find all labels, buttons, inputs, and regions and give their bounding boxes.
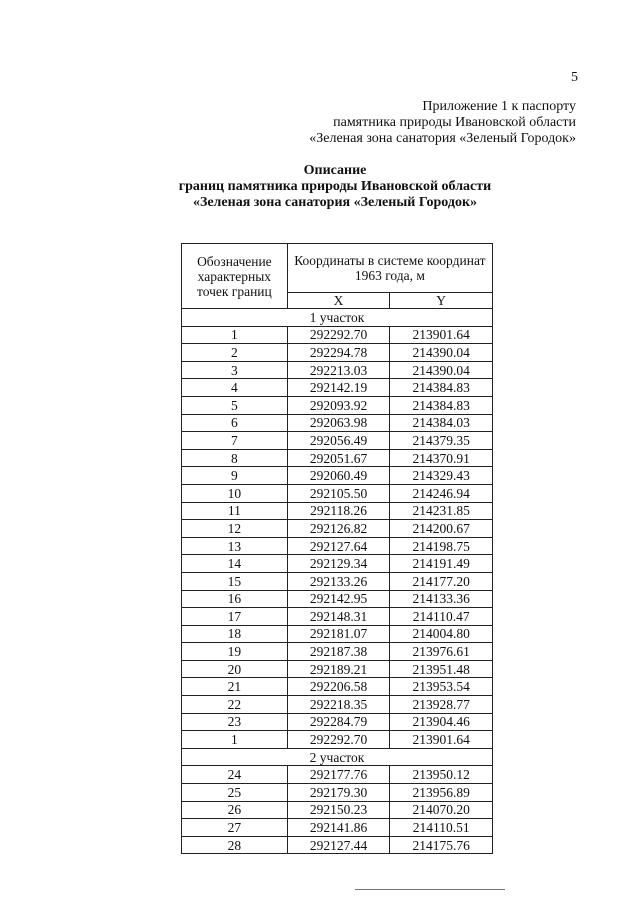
table-row [182, 766, 493, 784]
point-cell: 21 [182, 678, 288, 696]
y-cell: 213976.61 [390, 643, 493, 661]
point-cell: 20 [182, 660, 288, 678]
table-row [182, 713, 493, 731]
y-column-header: Y [390, 293, 493, 309]
point-cell: 13 [182, 537, 288, 555]
point-cell: 12 [182, 520, 288, 538]
point-cell: 22 [182, 696, 288, 714]
point-cell: 6 [182, 414, 288, 432]
y-cell: 213901.64 [390, 731, 493, 749]
y-cell: 214177.20 [390, 572, 493, 590]
y-cell: 214070.20 [390, 801, 493, 819]
x-cell: 292105.50 [287, 484, 390, 502]
point-cell: 25 [182, 784, 288, 802]
x-cell: 292129.34 [287, 555, 390, 573]
x-cell: 292284.79 [287, 713, 390, 731]
y-cell: 213950.12 [390, 766, 493, 784]
point-cell: 24 [182, 766, 288, 784]
table-row [182, 590, 493, 608]
table-row [182, 572, 493, 590]
table-row [182, 449, 493, 467]
point-cell: 16 [182, 590, 288, 608]
table-row [182, 696, 493, 714]
point-cell: 23 [182, 713, 288, 731]
table-row [182, 643, 493, 661]
y-cell: 213928.77 [390, 696, 493, 714]
x-cell: 292141.86 [287, 819, 390, 837]
x-cell: 292093.92 [287, 396, 390, 414]
table-row [182, 819, 493, 837]
table-row [182, 537, 493, 555]
x-cell: 292142.95 [287, 590, 390, 608]
table-row [182, 396, 493, 414]
section-row [182, 748, 493, 766]
table-row [182, 731, 493, 749]
point-cell: 8 [182, 449, 288, 467]
appendix-line: памятника природы Ивановской области [333, 115, 576, 130]
x-cell: 292206.58 [287, 678, 390, 696]
heading-line: границ памятника природы Ивановской области [178, 179, 492, 194]
point-cell: 14 [182, 555, 288, 573]
x-cell: 292292.70 [287, 731, 390, 749]
table-row [182, 379, 493, 397]
x-cell: 292118.26 [287, 502, 390, 520]
y-cell: 214379.35 [390, 432, 493, 450]
table-row [182, 361, 493, 379]
point-cell: 11 [182, 502, 288, 520]
x-cell: 292177.76 [287, 766, 390, 784]
point-cell: 27 [182, 819, 288, 837]
x-cell: 292187.38 [287, 643, 390, 661]
table-row [182, 784, 493, 802]
table-row [182, 678, 493, 696]
y-cell: 214246.94 [390, 484, 493, 502]
point-cell: 1 [182, 731, 288, 749]
x-cell: 292181.07 [287, 625, 390, 643]
y-cell: 214390.04 [390, 344, 493, 362]
y-cell: 214390.04 [390, 361, 493, 379]
x-cell: 292051.67 [287, 449, 390, 467]
y-cell: 214200.67 [390, 520, 493, 538]
point-cell: 2 [182, 344, 288, 362]
appendix-line: Приложение 1 к паспорту [422, 99, 576, 114]
appendix-line: «Зеленая зона санатория «Зеленый Городок» [309, 131, 576, 146]
point-cell: 7 [182, 432, 288, 450]
y-cell: 214175.76 [390, 836, 493, 854]
x-cell: 292292.70 [287, 326, 390, 344]
x-cell: 292127.44 [287, 836, 390, 854]
x-cell: 292126.82 [287, 520, 390, 538]
x-cell: 292142.19 [287, 379, 390, 397]
table-row [182, 660, 493, 678]
y-cell: 214110.51 [390, 819, 493, 837]
y-cell: 214329.43 [390, 467, 493, 485]
table-row [182, 414, 493, 432]
y-cell: 213904.46 [390, 713, 493, 731]
heading-line: «Зеленая зона санатория «Зеленый Городок» [192, 195, 478, 210]
coordinates-column-header: Координаты в системе координат 1963 года, м [287, 244, 492, 293]
y-cell: 214384.83 [390, 396, 493, 414]
page-number: 5 [571, 70, 578, 85]
point-cell: 19 [182, 643, 288, 661]
point-cell: 1 [182, 326, 288, 344]
appendix-note [309, 99, 576, 147]
table-row [182, 520, 493, 538]
x-cell: 292063.98 [287, 414, 390, 432]
table-body [182, 309, 493, 854]
footer-rule [355, 889, 505, 890]
y-cell: 214384.83 [390, 379, 493, 397]
table-row [182, 555, 493, 573]
x-cell: 292218.35 [287, 696, 390, 714]
y-cell: 214133.36 [390, 590, 493, 608]
section-row [182, 309, 493, 327]
coordinates-table-wrapper [181, 243, 493, 854]
x-cell: 292179.30 [287, 784, 390, 802]
point-column-header: Обозначение характерных точек границ [182, 244, 288, 309]
y-cell: 213956.89 [390, 784, 493, 802]
y-cell: 214370.91 [390, 449, 493, 467]
table-row [182, 608, 493, 626]
x-cell: 292294.78 [287, 344, 390, 362]
section-label: 2 участок [182, 748, 493, 766]
point-cell: 28 [182, 836, 288, 854]
table-row [182, 502, 493, 520]
table-row [182, 801, 493, 819]
y-cell: 213953.54 [390, 678, 493, 696]
x-cell: 292127.64 [287, 537, 390, 555]
y-cell: 214191.49 [390, 555, 493, 573]
coordinates-table [181, 243, 493, 854]
table-row [182, 432, 493, 450]
x-cell: 292150.23 [287, 801, 390, 819]
point-cell: 4 [182, 379, 288, 397]
section-label: 1 участок [182, 309, 493, 327]
table-row [182, 467, 493, 485]
y-cell: 214110.47 [390, 608, 493, 626]
table-row [182, 836, 493, 854]
x-cell: 292056.49 [287, 432, 390, 450]
y-cell: 214198.75 [390, 537, 493, 555]
x-column-header: X [287, 293, 390, 309]
point-cell: 26 [182, 801, 288, 819]
x-cell: 292133.26 [287, 572, 390, 590]
point-cell: 15 [182, 572, 288, 590]
y-cell: 213901.64 [390, 326, 493, 344]
point-cell: 5 [182, 396, 288, 414]
point-cell: 3 [182, 361, 288, 379]
table-row [182, 625, 493, 643]
y-cell: 214004.80 [390, 625, 493, 643]
x-cell: 292148.31 [287, 608, 390, 626]
point-cell: 17 [182, 608, 288, 626]
y-cell: 213951.48 [390, 660, 493, 678]
table-row [182, 344, 493, 362]
point-cell: 10 [182, 484, 288, 502]
point-cell: 9 [182, 467, 288, 485]
x-cell: 292213.03 [287, 361, 390, 379]
x-cell: 292060.49 [287, 467, 390, 485]
heading-title: Описание [303, 163, 367, 178]
point-cell: 18 [182, 625, 288, 643]
table-row [182, 326, 493, 344]
y-cell: 214384.03 [390, 414, 493, 432]
y-cell: 214231.85 [390, 502, 493, 520]
table-row [182, 484, 493, 502]
x-cell: 292189.21 [287, 660, 390, 678]
document-heading [170, 163, 500, 211]
